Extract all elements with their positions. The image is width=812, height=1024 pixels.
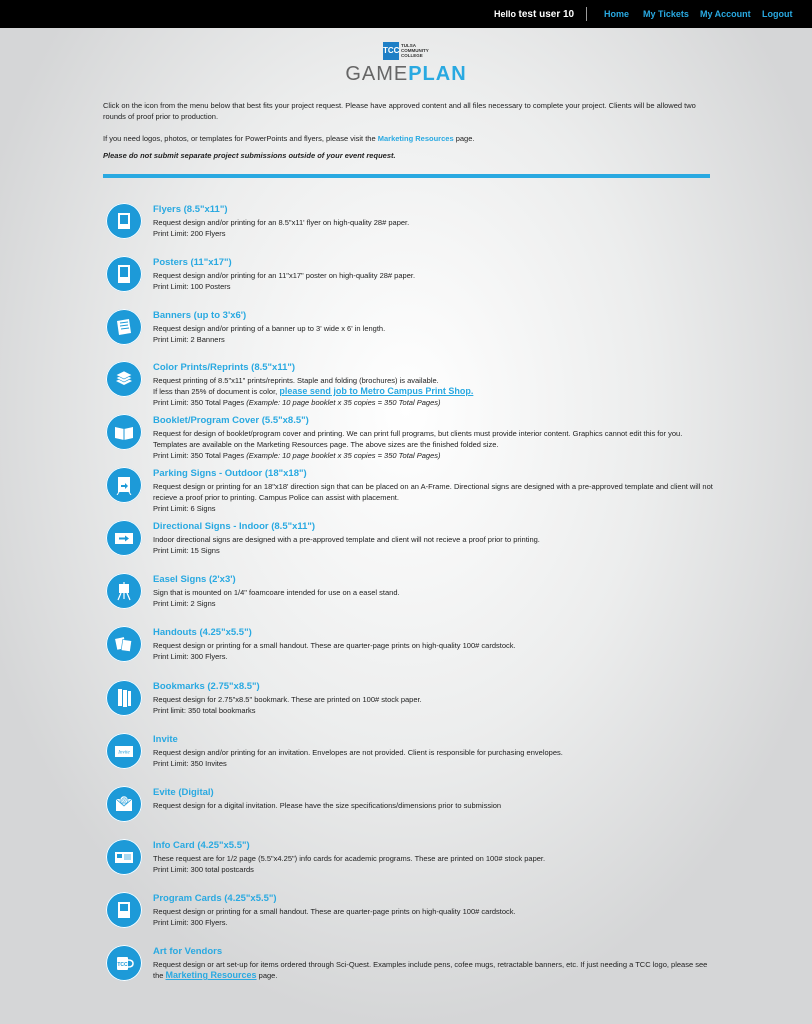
divider-rule — [103, 174, 710, 178]
item-description — [153, 694, 718, 716]
item-link[interactable]: please send job to Metro Campus Print Shop. — [279, 386, 474, 396]
nav-home-link[interactable]: Home — [604, 9, 630, 19]
item-description-line: Print Limit: 2 Signs — [153, 599, 216, 608]
item-description-line: Print Limit: 100 Posters — [153, 282, 231, 291]
item-description-line: Print limit: 350 total bookmarks — [153, 706, 256, 715]
item-title[interactable]: Invite — [153, 734, 178, 745]
item-title[interactable]: Bookmarks (2.75"x8.5") — [153, 681, 260, 692]
item-description-line: Request design and/or printing for an 8.5"x11' flyer on high-quality 28# paper. — [153, 218, 410, 227]
greeting: Hello test user 10 — [494, 9, 575, 20]
item-title[interactable]: Art for Vendors — [153, 946, 223, 957]
item-link[interactable]: Marketing Resources — [165, 970, 257, 980]
item-description — [153, 534, 718, 556]
item-description — [153, 428, 718, 461]
item-description — [153, 217, 718, 239]
item-description — [153, 906, 718, 928]
item-description-line: Print Limit: 15 Signs — [153, 546, 220, 555]
item-title[interactable]: Posters (11"x17") — [153, 257, 232, 268]
easel-icon[interactable] — [106, 573, 142, 609]
tcc-logo-text: TULSA COMMUNITY COLLEGE — [401, 43, 429, 58]
resources-note: If you need logos, photos, or templates for PowerPoints and flyers, please visit the Marketing Resources page. — [103, 134, 475, 143]
marketing-resources-link[interactable]: Marketing Resources — [377, 134, 454, 143]
nav-logout-link[interactable]: Logout — [762, 9, 793, 19]
item-description-line: Request design and/or printing of a banner up to 3' wide x 6' in length. — [153, 324, 386, 333]
item-title[interactable]: Info Card (4.25"x5.5") — [153, 840, 250, 851]
item-title[interactable]: Easel Signs (2'x3') — [153, 574, 236, 585]
page-title: GAMEPLAN — [345, 63, 467, 85]
nav-my-tickets-link[interactable]: My Tickets — [643, 9, 689, 19]
nav-my-account-link[interactable]: My Account — [700, 9, 751, 19]
handout-icon[interactable] — [106, 626, 142, 662]
item-description-line: If less than 25% of document is color, — [153, 387, 278, 396]
print-limit: Print Limit: 350 Total Pages — [153, 398, 245, 407]
item-description-line: Request design or printing for an 18"x18' direction sign that can be placed on an A-Frame. Directional signs are designed with a pre-approved template and client will not recieve a proof prior to printing. Campus Police can assist with placement. — [153, 482, 713, 502]
item-description — [153, 323, 718, 345]
evite-icon[interactable] — [106, 786, 142, 822]
item-description — [153, 747, 718, 769]
item-description-line: Print Limit: 300 total postcards — [153, 865, 254, 874]
submission-warning: Please do not submit separate project submissions outside of your event request. — [103, 151, 396, 160]
flyer-icon[interactable] — [106, 203, 142, 239]
item-description-line: Sign that is mounted on 1/4" foamcoare intended for use on a easel stand. — [153, 588, 400, 597]
color-prints-icon[interactable] — [106, 361, 142, 397]
item-title[interactable]: Evite (Digital) — [153, 787, 214, 798]
directional-sign-icon[interactable] — [106, 520, 142, 556]
info-card-icon[interactable] — [106, 839, 142, 875]
item-description-line: Request for design of booklet/program cover and printing. We can print full programs, but clients must provide interior content. Graphics cannot edit this for you. Templates are available on the Marketing Resources page. The above sizes are the finished folded size. — [153, 429, 683, 449]
print-limit-example: (Example: 10 page booklet x 35 copies = 350 Total Pages) — [246, 398, 441, 407]
top-nav-bar — [0, 0, 812, 28]
item-description — [153, 959, 718, 981]
item-description-line: Request design and/or printing for an 11"x17" poster on high-quality 28# paper. — [153, 271, 416, 280]
poster-icon[interactable] — [106, 256, 142, 292]
item-description — [153, 270, 718, 292]
item-description — [153, 853, 718, 875]
parking-sign-icon[interactable] — [106, 467, 142, 503]
invite-icon[interactable] — [106, 733, 142, 769]
item-title[interactable]: Parking Signs - Outdoor (18"x18") — [153, 468, 307, 479]
item-description-line: These request are for 1/2 page (5.5"x4.25") info cards for academic programs. These are printed on 100# stock paper. — [153, 854, 546, 863]
item-description-line: Print Limit: 300 Flyers. — [153, 918, 228, 927]
username: test user 10 — [518, 9, 575, 20]
svg-text:TCC: TCC — [117, 962, 128, 968]
item-description-line: Print Limit: 200 Flyers — [153, 229, 226, 238]
tcc-logo-mark: TCC — [383, 42, 399, 60]
item-description-line: Request design for a digital invitation. Please have the size specifications/dimensions prior to submission — [153, 801, 502, 810]
item-description-line: Indoor directional signs are designed with a pre-approved template and client will not recieve a proof prior to printing. — [153, 535, 540, 544]
intro-text: Click on the icon from the menu below that best fits your project request. Please have approved content and all files necessary to complete your project. Clients will be allowed two rounds of proof prior to production. — [103, 101, 696, 121]
bookmark-icon[interactable] — [106, 680, 142, 716]
item-description-line: Print Limit: 2 Banners — [153, 335, 225, 344]
item-description — [153, 640, 718, 662]
vendor-mug-icon[interactable] — [106, 945, 142, 981]
item-title[interactable]: Program Cards (4.25"x5.5") — [153, 893, 277, 904]
svg-text:@: @ — [120, 798, 128, 804]
item-title[interactable]: Color Prints/Reprints (8.5"x11") — [153, 362, 296, 373]
item-title[interactable]: Handouts (4.25"x5.5") — [153, 627, 252, 638]
item-link-suffix: page. — [258, 971, 278, 980]
item-description-line: Request design for 2.75"x8.5" bookmark. These are printed on 100# stock paper. — [153, 695, 422, 704]
svg-text:Invite: Invite — [118, 750, 130, 756]
program-card-icon[interactable] — [106, 892, 142, 928]
item-description-line: Request printing of 8.5"x11" prints/reprints. Staple and folding (brochures) is available. — [153, 376, 439, 385]
print-limit-example: (Example: 10 page booklet x 35 copies = 350 Total Pages) — [246, 451, 441, 460]
item-title[interactable]: Flyers (8.5"x11") — [153, 204, 228, 215]
item-description-line: Request design or art set-up for items ordered through Sci-Quest. Examples include pens, cofee mugs, retractable banners, etc. If just needing a TCC logo, please see the — [153, 960, 708, 980]
banner-icon[interactable] — [106, 309, 142, 345]
item-title[interactable]: Banners (up to 3'x6') — [153, 310, 247, 321]
item-description — [153, 587, 718, 609]
item-description-line: Print Limit: 300 Flyers. — [153, 652, 228, 661]
nav-divider — [586, 7, 587, 21]
item-description — [153, 481, 718, 514]
item-description-line: Print Limit: 6 Signs — [153, 504, 216, 513]
item-description-line: Request design and/or printing for an invitation. Envelopes are not provided. Client is responsible for purchasing envelopes. — [153, 748, 563, 757]
item-title[interactable]: Booklet/Program Cover (5.5"x8.5") — [153, 415, 309, 426]
item-title[interactable]: Directional Signs - Indoor (8.5"x11") — [153, 521, 316, 532]
item-description-line: Request design or printing for a small handout. These are quarter-page prints on high-quality 100# cardstock. — [153, 907, 516, 916]
print-limit: Print Limit: 350 Total Pages — [153, 451, 245, 460]
item-description-line: Print Limit: 350 Invites — [153, 759, 227, 768]
item-description-line: Request design or printing for a small handout. These are quarter-page prints on high-quality 100# cardstock. — [153, 641, 516, 650]
tcc-logo — [383, 42, 429, 62]
item-description — [153, 375, 718, 408]
booklet-icon[interactable] — [106, 414, 142, 450]
item-description — [153, 800, 718, 811]
